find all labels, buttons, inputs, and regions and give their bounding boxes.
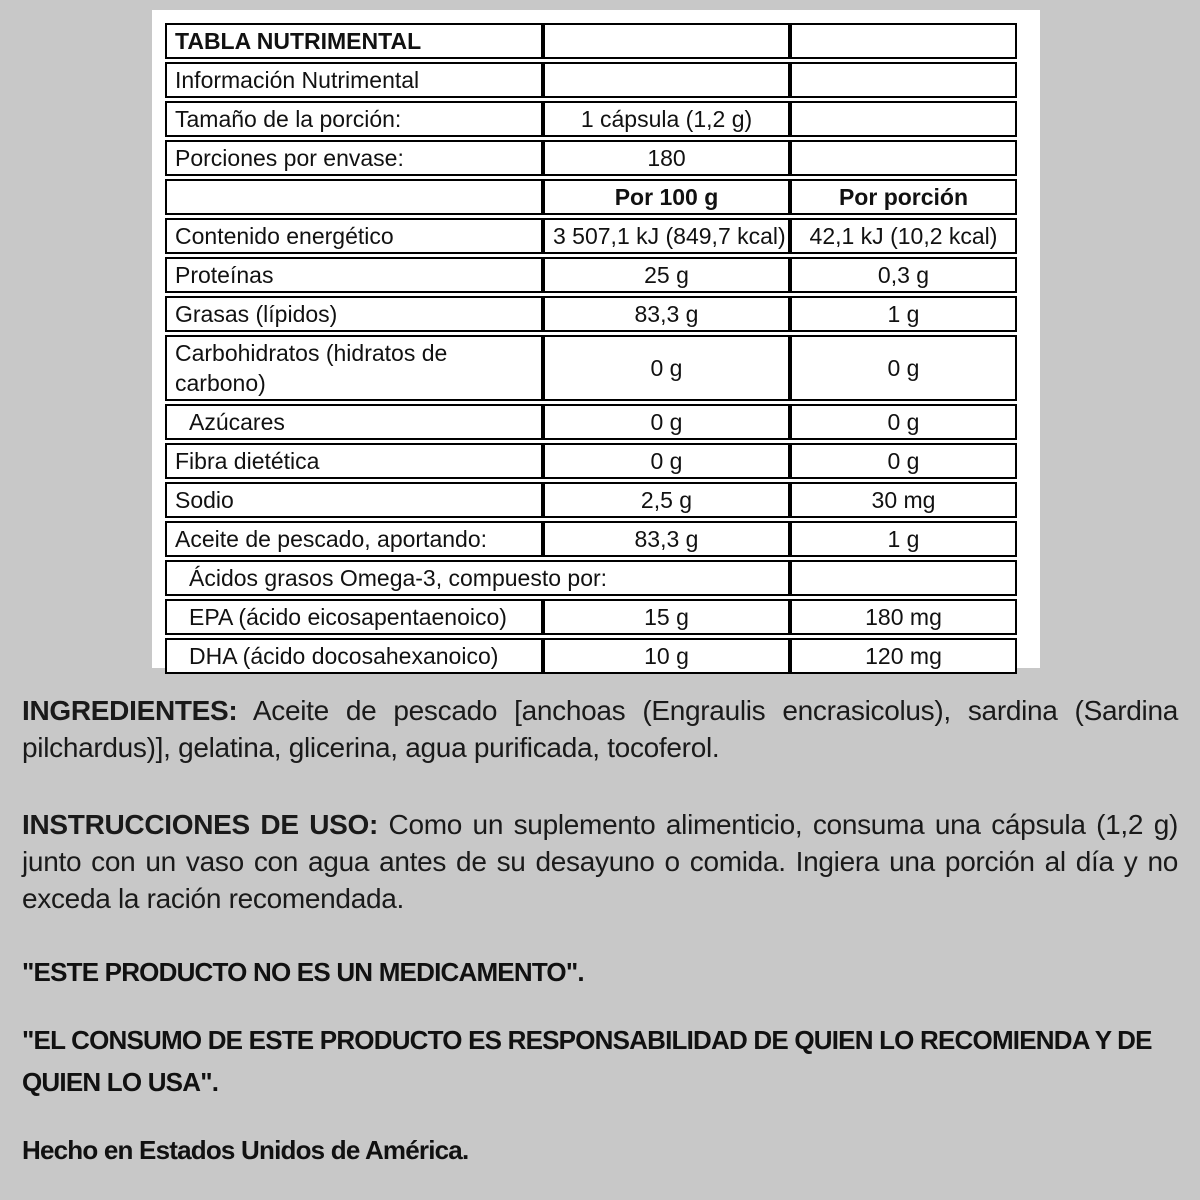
ingredients-paragraph — [22, 692, 1178, 766]
nutrient-label-cell: Ácidos grasos Omega-3, compuesto por: — [165, 560, 790, 596]
per-portion-cell: 1 g — [790, 521, 1017, 557]
nutrient-label-cell: Sodio — [165, 482, 543, 518]
nutrient-label-cell: Contenido energético — [165, 218, 543, 254]
per-100g-cell: Por 100 g — [543, 179, 790, 215]
per-100g-cell: 0 g — [543, 335, 790, 401]
table-row — [165, 23, 1017, 59]
label-sheet — [152, 10, 1040, 668]
nutrient-label-cell: Porciones por envase: — [165, 140, 543, 176]
nutrient-label-cell: Tamaño de la porción: — [165, 101, 543, 137]
table-row — [165, 257, 1017, 293]
per-portion-cell — [790, 560, 1017, 596]
per-portion-cell: 30 mg — [790, 482, 1017, 518]
nutrient-label-cell: Azúcares — [165, 404, 543, 440]
instructions-text: Como un suplemento alimenticio, consuma una cápsula (1,2 g) junto con un vaso con agua antes de su desayuno o comida. Ingiera una porción al día y no exceda la ración recomendada. — [22, 809, 1178, 914]
per-100g-cell: 180 — [543, 140, 790, 176]
nutrient-label-cell: Fibra dietética — [165, 443, 543, 479]
per-100g-cell: 10 g — [543, 638, 790, 674]
table-row — [165, 404, 1017, 440]
per-100g-cell: 0 g — [543, 404, 790, 440]
per-100g-cell: 83,3 g — [543, 521, 790, 557]
per-portion-cell: 120 mg — [790, 638, 1017, 674]
nutrition-table — [165, 20, 1017, 677]
per-portion-cell: 0 g — [790, 335, 1017, 401]
nutrient-label-cell — [165, 179, 543, 215]
per-100g-cell: 3 507,1 kJ (849,7 kcal) — [543, 218, 790, 254]
table-row — [165, 62, 1017, 98]
nutrient-label-cell: DHA (ácido docosahexanoico) — [165, 638, 543, 674]
per-100g-cell: 2,5 g — [543, 482, 790, 518]
per-portion-cell: 42,1 kJ (10,2 kcal) — [790, 218, 1017, 254]
nutrient-label-cell: EPA (ácido eicosapentaenoico) — [165, 599, 543, 635]
per-portion-cell: 0 g — [790, 404, 1017, 440]
per-portion-cell: 0,3 g — [790, 257, 1017, 293]
made-in-statement: Hecho en Estados Unidos de América. — [22, 1135, 469, 1165]
nutrition-table-body — [165, 23, 1017, 674]
table-row — [165, 335, 1017, 401]
per-portion-cell — [790, 62, 1017, 98]
per-portion-cell: 0 g — [790, 443, 1017, 479]
table-row — [165, 140, 1017, 176]
label-text-block — [22, 692, 1178, 1171]
per-portion-cell — [790, 101, 1017, 137]
nutrient-label-cell: TABLA NUTRIMENTAL — [165, 23, 543, 59]
per-portion-cell: Por porción — [790, 179, 1017, 215]
table-row — [165, 218, 1017, 254]
table-row — [165, 482, 1017, 518]
instructions-heading: INSTRUCCIONES DE USO: — [22, 809, 379, 840]
per-100g-cell — [543, 62, 790, 98]
consumption-responsibility-statement: "EL CONSUMO DE ESTE PRODUCTO ES RESPONSABILIDAD DE QUIEN LO RECOMIENDA Y DE QUIEN LO USA". — [22, 1025, 1152, 1097]
per-100g-cell — [543, 23, 790, 59]
per-100g-cell: 15 g — [543, 599, 790, 635]
per-portion-cell: 1 g — [790, 296, 1017, 332]
per-portion-cell — [790, 140, 1017, 176]
nutrient-label-cell: Aceite de pescado, aportando: — [165, 521, 543, 557]
table-row — [165, 560, 1017, 596]
per-100g-cell: 0 g — [543, 443, 790, 479]
ingredients-heading: INGREDIENTES: — [22, 695, 238, 726]
nutrient-label-cell: Información Nutrimental — [165, 62, 543, 98]
per-100g-cell: 83,3 g — [543, 296, 790, 332]
per-100g-cell: 25 g — [543, 257, 790, 293]
nutrient-label-cell: Carbohidratos (hidratos de carbono) — [165, 335, 543, 401]
table-row — [165, 638, 1017, 674]
table-row — [165, 296, 1017, 332]
table-row — [165, 521, 1017, 557]
table-row — [165, 101, 1017, 137]
instructions-paragraph — [22, 806, 1178, 917]
per-100g-cell: 1 cápsula (1,2 g) — [543, 101, 790, 137]
nutrient-label-cell: Grasas (lípidos) — [165, 296, 543, 332]
ingredients-text: Aceite de pescado [anchoas (Engraulis encrasicolus), sardina (Sardina pilchardus)], gelatina, glicerina, agua purificada, tocoferol. — [22, 695, 1178, 763]
table-row — [165, 599, 1017, 635]
per-portion-cell — [790, 23, 1017, 59]
table-row — [165, 179, 1017, 215]
per-portion-cell: 180 mg — [790, 599, 1017, 635]
nutrient-label-cell: Proteínas — [165, 257, 543, 293]
not-a-medicine-statement: "ESTE PRODUCTO NO ES UN MEDICAMENTO". — [22, 957, 584, 987]
table-row — [165, 443, 1017, 479]
